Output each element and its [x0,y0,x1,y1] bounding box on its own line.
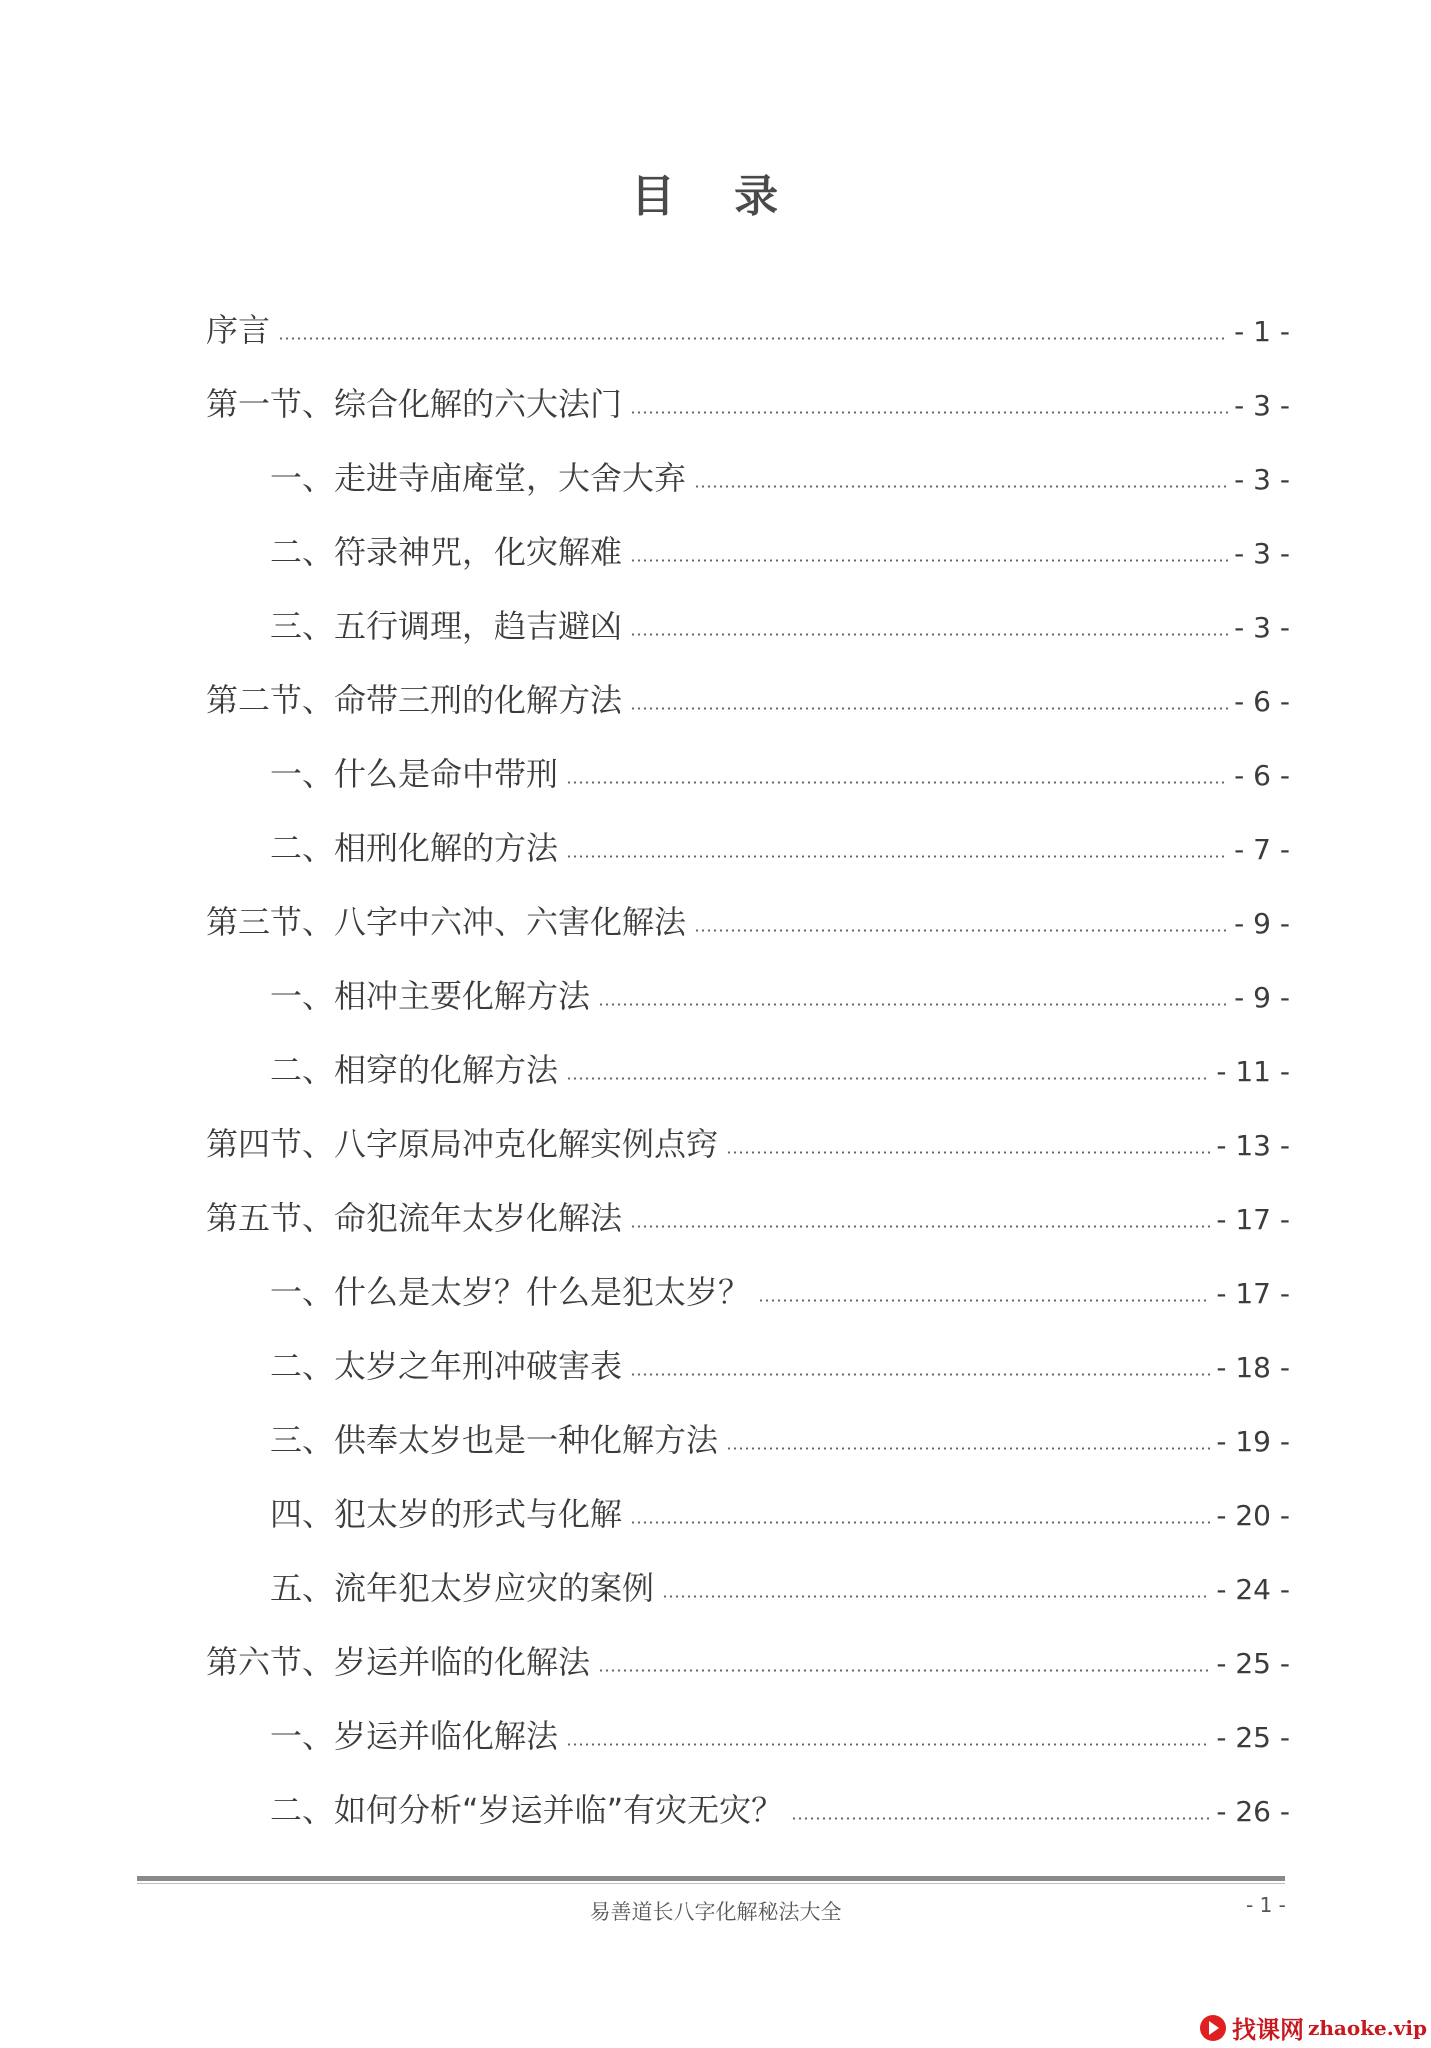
toc-dot-leader [598,1669,1210,1672]
toc-entry[interactable] [206,1160,1290,1237]
toc-entry-label: 第五节、命犯流年太岁化解法 [206,1199,623,1237]
toc-entry[interactable] [206,790,1290,867]
toc-entry-page: - 13 - [1216,1129,1290,1162]
play-icon [1200,2015,1226,2041]
toc-entry-label: 一、走进寺庙庵堂，大舍大弃 [270,459,687,497]
toc-dot-leader [630,411,1228,414]
toc-entry-label: 一、什么是命中带刑 [270,755,559,793]
toc-entry-page: - 25 - [1216,1647,1290,1680]
toc-dot-leader [630,1521,1210,1524]
toc-entry[interactable] [206,1012,1290,1089]
toc-dot-leader [694,485,1228,488]
toc-dot-leader [726,1447,1210,1450]
toc-entry[interactable] [206,346,1290,423]
toc-list [206,272,1290,1829]
toc-entry-label: 序言 [206,311,271,349]
toc-entry[interactable] [206,1308,1290,1385]
toc-entry[interactable] [206,1382,1290,1459]
toc-entry-label: 二、相穿的化解方法 [270,1051,559,1089]
toc-entry-label: 三、供奉太岁也是一种化解方法 [270,1421,719,1459]
toc-dot-leader [630,1225,1210,1228]
toc-entry-page: - 6 - [1234,685,1290,718]
toc-title: 目 录 [630,171,801,222]
toc-entry[interactable] [206,864,1290,941]
footer-book-title: 易善道长八字化解秘法大全 [589,1900,842,1924]
toc-entry[interactable] [206,716,1290,793]
toc-entry-page: - 1 - [1234,315,1290,348]
footer-divider-thin [137,1883,1285,1884]
toc-entry-page: - 17 - [1216,1277,1290,1310]
toc-dot-leader [630,559,1228,562]
toc-dot-leader [662,1595,1210,1598]
toc-entry-page: - 3 - [1234,537,1290,570]
toc-entry-label: 第四节、八字原局冲克化解实例点窍 [206,1125,719,1163]
toc-entry[interactable] [206,642,1290,719]
toc-entry-page: - 11 - [1216,1055,1290,1088]
toc-entry[interactable] [206,938,1290,1015]
toc-dot-leader [630,1373,1210,1376]
toc-entry[interactable] [206,1086,1290,1163]
toc-entry-page: - 9 - [1234,981,1290,1014]
toc-entry[interactable] [206,272,1290,349]
footer-page-number: - 1 - [1246,1893,1286,1917]
toc-entry-page: - 20 - [1216,1499,1290,1532]
toc-dot-leader [758,1299,1210,1302]
toc-entry-page: - 6 - [1234,759,1290,792]
toc-entry-page: - 9 - [1234,907,1290,940]
toc-entry-page: - 25 - [1216,1721,1290,1754]
toc-dot-leader [726,1151,1210,1154]
toc-entry-label: 第三节、八字中六冲、六害化解法 [206,903,687,941]
toc-entry[interactable] [206,1604,1290,1681]
toc-entry[interactable] [206,420,1290,497]
toc-entry-page: - 3 - [1234,389,1290,422]
watermark [1200,2010,1427,2045]
toc-dot-leader [566,1743,1210,1746]
toc-entry-page: - 26 - [1216,1795,1290,1828]
footer-divider [137,1876,1285,1881]
toc-dot-leader [566,781,1228,784]
toc-dot-leader [630,633,1228,636]
toc-entry-page: - 3 - [1234,463,1290,496]
toc-entry-page: - 3 - [1234,611,1290,644]
toc-dot-leader [630,707,1228,710]
toc-entry-label: 第二节、命带三刑的化解方法 [206,681,623,719]
toc-entry-label: 四、犯太岁的形式与化解 [270,1495,623,1533]
toc-entry-label: 一、相冲主要化解方法 [270,977,591,1015]
toc-entry-page: - 17 - [1216,1203,1290,1236]
toc-entry-label: 第一节、综合化解的六大法门 [206,385,623,423]
toc-entry[interactable] [206,1752,1290,1829]
toc-entry[interactable] [206,1234,1290,1311]
toc-dot-leader [694,929,1228,932]
toc-entry-label: 一、什么是太岁？什么是犯太岁？ [270,1273,751,1311]
toc-entry-label: 二、如何分析“岁运并临”有灾无灾？ [270,1791,784,1829]
toc-entry-page: - 19 - [1216,1425,1290,1458]
toc-dot-leader [598,1003,1228,1006]
toc-dot-leader [278,337,1228,340]
toc-entry[interactable] [206,1456,1290,1533]
toc-dot-leader [566,1077,1210,1080]
toc-entry-page: - 18 - [1216,1351,1290,1384]
toc-entry-page: - 7 - [1234,833,1290,866]
toc-entry-label: 一、岁运并临化解法 [270,1717,559,1755]
toc-entry-label: 二、符录神咒，化灾解难 [270,533,623,571]
watermark-site-cn: 找课网 [1232,2015,1304,2044]
toc-entry-label: 五、流年犯太岁应灾的案例 [270,1569,655,1607]
toc-entry-label: 第六节、岁运并临的化解法 [206,1643,591,1681]
toc-entry-label: 二、相刑化解的方法 [270,829,559,867]
toc-dot-leader [791,1817,1210,1820]
toc-entry-label: 三、五行调理，趋吉避凶 [270,607,623,645]
toc-entry[interactable] [206,1530,1290,1607]
toc-entry-label: 二、太岁之年刑冲破害表 [270,1347,623,1385]
toc-entry-page: - 24 - [1216,1573,1290,1606]
toc-dot-leader [566,855,1228,858]
toc-entry[interactable] [206,494,1290,571]
toc-entry[interactable] [206,568,1290,645]
watermark-site-en: zhaoke.vip [1308,2015,1427,2040]
toc-entry[interactable] [206,1678,1290,1755]
